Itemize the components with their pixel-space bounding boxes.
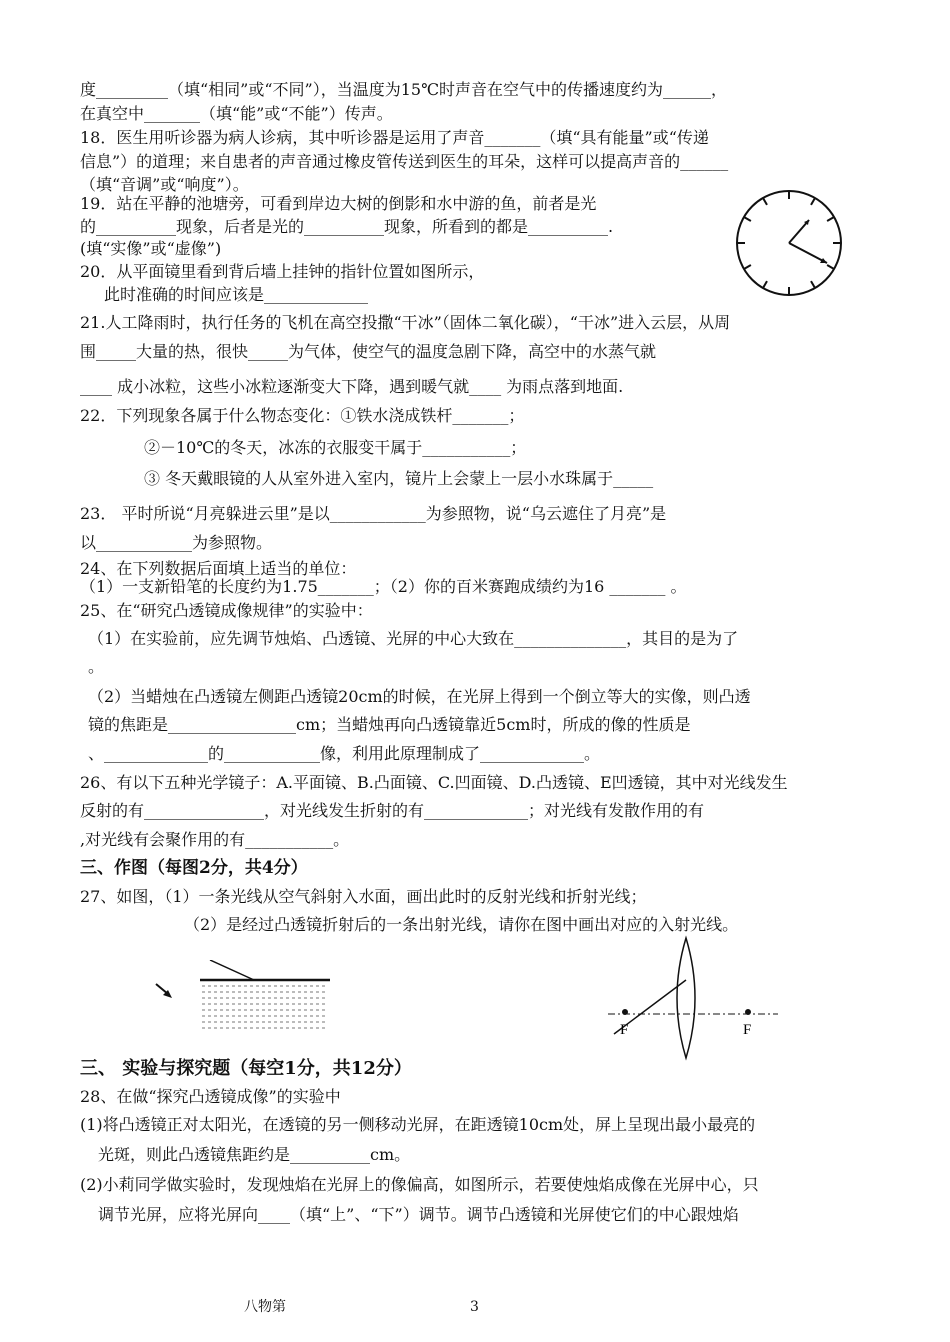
text-line: 围_____大量的热，很快_____为气体，使空气的温度急剧下降，高空中的水蒸气就 (80, 342, 657, 361)
clock-tick-mark (744, 217, 751, 221)
text-line: 信息”）的道理；来自患者的声音通过橡皮管传送到医生的耳朵，这样可以提高声音的______ (80, 152, 729, 171)
clock-tick-mark (827, 217, 834, 221)
text-line: 调节光屏，应将光屏向____（填“上”、“下”）调节。调节凸透镜和光屏使它们的中心跟烛焰 (98, 1205, 739, 1224)
text-line: 25、在“研究凸透镜成像规律”的实验中： (80, 601, 373, 620)
clock-tick-mark (827, 265, 834, 269)
focus-label-right: F (743, 1022, 752, 1038)
focus-point-left (622, 1009, 628, 1015)
text-line: 28、在做“探究凸透镜成像”的实验中 (80, 1087, 341, 1106)
text-line: 在真空中_______（填“能”或“不能”）传声。 (80, 104, 393, 123)
focus-label-left: F (620, 1022, 629, 1038)
incident-ray (210, 960, 254, 980)
text-line: （2）当蜡烛在凸透镜左侧距凸透镜20cm的时候，在光屏上得到一个倒立等大的实像，则凸透 (88, 687, 751, 706)
text-line: 镜的焦距是________________cm；当蜡烛再向凸透镜靠近5cm时，所成的像的性质是 (88, 715, 691, 734)
water-surface-figure (150, 960, 330, 1030)
text-line: (1)将凸透镜正对太阳光，在透镜的另一侧移动光屏，在距透镜10cm处，屏上呈现出最小最亮的 (80, 1115, 756, 1134)
text-line: ③ 冬天戴眼镜的人从室外进入室内，镜片上会蒙上一层小水珠属于_____ (144, 469, 654, 488)
text-line: ,对光线有会聚作用的有___________。 (80, 830, 350, 849)
text-line: 19．站在平静的池塘旁，可看到岸边大树的倒影和水中游的鱼，前者是光 (80, 194, 597, 213)
section-heading: 三、作图（每图2分，共4分） (80, 858, 308, 878)
clock-tick-mark (811, 198, 815, 205)
clock-tick-mark (763, 281, 767, 288)
text-line: 26、有以下五种光学镜子：A.平面镜、B.凸面镜、C.凹面镜、D.凸透镜、E凹透镜，其中对光线发生 (80, 773, 788, 792)
text-line: 光斑，则此凸透镜焦距约是__________cm。 (98, 1145, 411, 1164)
text-line: 反射的有_______________，对光线发生折射的有_____________；对光线有发散作用的有 (80, 801, 705, 820)
clock-tick-mark (811, 281, 815, 288)
text-line: 23． 平时所说“月亮躲进云里”是以____________为参照物，说“乌云遮住了月亮”是 (80, 504, 667, 523)
text-line: 以____________为参照物。 (80, 533, 273, 552)
section-heading: 三、 实验与探究题（每空1分，共12分） (80, 1058, 412, 1079)
page-number: 3 (470, 1299, 479, 1315)
focus-point-right (745, 1009, 751, 1015)
clock-tick-mark (744, 265, 751, 269)
text-line: （1）在实验前，应先调节烛焰、凸透镜、光屏的中心大致在______________，其目的是为了 (88, 629, 739, 648)
text-line: (填“实像”或“虚像”) (80, 239, 222, 258)
text-line: 此时准确的时间应该是_____________ (104, 285, 369, 304)
text-line: 24、在下列数据后面填上适当的单位： (80, 559, 357, 578)
text-line: （2）是经过凸透镜折射后的一条出射光线，请你在图中画出对应的入射光线。 (184, 915, 739, 934)
text-line: 18．医生用听诊器为病人诊病，其中听诊器是运用了声音_______（填“具有能量”或“传递 (80, 128, 709, 147)
text-line: ②－10℃的冬天，冰冻的衣服变干属于___________； (144, 438, 527, 457)
text-line: 20．从平面镜里看到背后墙上挂钟的指针位置如图所示， (80, 262, 485, 281)
text-line: 的__________现象，后者是光的__________现象，所看到的都是__________. (80, 217, 614, 236)
convex-lens (677, 938, 695, 1058)
text-line: (2)小莉同学做实验时，发现烛焰在光屏上的像偏高，如图所示，若要使烛焰成像在光屏中心，只 (80, 1175, 759, 1194)
text-line: ____ 成小冰粒，这些小冰粒逐渐变大下降，遇到暖气就____ 为雨点落到地面. (80, 377, 624, 396)
text-line: 22．下列现象各属于什么物态变化：①铁水浇成铁杆_______； (80, 406, 525, 425)
text-line: （填“音调”或“响度”）。 (80, 175, 249, 194)
text-line: 、_____________的____________像，利用此原理制成了_____________。 (88, 744, 601, 763)
footer-label: 八物第 (244, 1299, 286, 1315)
text-line: （1）一支新铅笔的长度约为1.75_______；（2）你的百米赛跑成绩约为16 _______ 。 (80, 577, 687, 596)
text-line: 度_________（填“相同”或“不同”），当温度为15℃时声音在空气中的传播速度约为______， (80, 80, 727, 99)
clock-tick-mark (763, 198, 767, 205)
clock-figure (734, 184, 844, 302)
convex-lens-figure (600, 932, 790, 1062)
clock-minute-hand (789, 243, 827, 263)
text-line: 27、如图，（1）一条光线从空气斜射入水面，画出此时的反射光线和折射光线； (80, 887, 647, 906)
text-line: 21.人工降雨时，执行任务的飞机在高空投撒“干冰”（固体二氧化碳），“干冰”进入云层，从周 (80, 313, 731, 332)
text-line: 。 (88, 657, 105, 676)
